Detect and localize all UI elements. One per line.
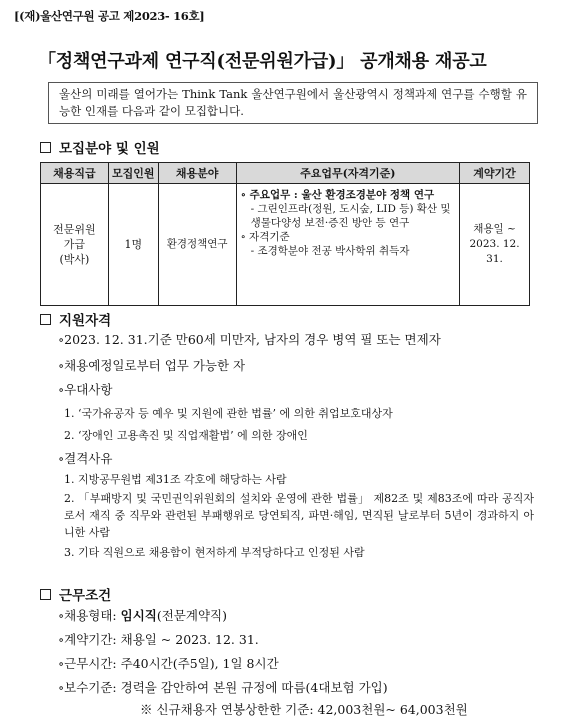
cond-hours: ∘근무시간: 주40시간(주5일), 1일 8시간 bbox=[58, 656, 279, 671]
col-header-count: 모집인원 bbox=[108, 163, 158, 184]
section-qualification bbox=[40, 309, 111, 329]
checkbox-square-icon bbox=[40, 314, 51, 325]
section-recruit-title: 모집분야 및 인원 bbox=[59, 141, 160, 157]
section-recruit bbox=[40, 137, 160, 157]
checkbox-square-icon bbox=[40, 589, 51, 600]
cell-period bbox=[460, 184, 530, 306]
qual-item-age: ∘2023. 12. 31.기준 만60세 미만자, 남자의 경우 병역 필 또는 면제자 bbox=[58, 332, 441, 347]
cell-duty bbox=[236, 184, 460, 306]
qual-pref-1: 1. ‘국가유공자 등 예우 및 지원에 관한 법률’ 에 의한 취업보호대상자 bbox=[64, 407, 393, 420]
cond-period: ∘계약기간: 채용일 ~ 2023. 12. 31. bbox=[58, 632, 259, 647]
table-header-row bbox=[41, 163, 530, 184]
qual-pref-head: ∘우대사항 bbox=[58, 382, 113, 397]
qual-disq-1: 1. 지방공무원법 제31조 각호에 해당하는 사람 bbox=[64, 473, 287, 486]
qual-item-available: ∘채용예정일로부터 업무 가능한 자 bbox=[58, 358, 246, 373]
cell-field: 환경정책연구 bbox=[158, 184, 236, 306]
col-header-duty: 주요업무(자격기준) bbox=[236, 163, 460, 184]
cond-type-strong: 임시직 bbox=[120, 608, 157, 623]
col-header-rank: 채용직급 bbox=[41, 163, 109, 184]
qual-pref-2: 2. ‘장애인 고용촉진 및 직업재활법’ 에 의한 장애인 bbox=[64, 429, 308, 442]
duty-sub: - 그린인프라(정원, 도시숲, LID 등) 확산 및 생물다양성 보전·증진 방안 등 연구 bbox=[250, 203, 451, 229]
cond-type-label: ∘채용형태: bbox=[58, 608, 121, 623]
rank-line-2: 가급 bbox=[63, 238, 86, 251]
period-line-2: 2023. 12. 31. bbox=[469, 238, 520, 265]
checkbox-square-icon bbox=[40, 142, 51, 153]
cond-pay-note: ※ 신규채용자 연봉상한한 기준: 42,003천원~ 64,003천원 bbox=[140, 702, 468, 717]
cond-type-rest: (전문계약직) bbox=[156, 608, 227, 623]
cond-type bbox=[58, 606, 227, 624]
qual-disq-head: ∘결격사유 bbox=[58, 451, 113, 466]
intro-box: 울산의 미래를 열어가는 Think Tank 울산연구원에서 울산광역시 정책과제 연구를 수행할 유능한 인재를 다음과 같이 모집합니다. bbox=[48, 82, 538, 124]
cond-pay: ∘보수기준: 경력을 감안하여 본원 규정에 따름(4대보험 가입) bbox=[58, 680, 388, 695]
qual-disq-2: 2. 「부패방지 및 국민권익위원회의 설치와 운영에 관한 법률」 제82조 및 제83조에 따라 공직자로서 재직 중 직무와 관련된 부패행위로 당연퇴직, 파면·해임, 면직된 날로부터 5년이 경과하지 아니한 사람 bbox=[64, 492, 534, 539]
cell-rank bbox=[41, 184, 109, 306]
qual-head: ∘ 자격기준 bbox=[240, 231, 290, 243]
rank-line-3: (박사) bbox=[59, 253, 90, 266]
period-line-1: 채용일 ~ bbox=[473, 223, 516, 235]
section-conditions bbox=[40, 584, 111, 604]
cell-count: 1명 bbox=[108, 184, 158, 306]
recruit-table bbox=[40, 162, 530, 306]
notice-number: [(재)울산연구원 공고 제2023- 16호] bbox=[14, 9, 205, 23]
duty-head: ∘ 주요업무 : 울산 환경조경분야 정책 연구 bbox=[240, 189, 435, 201]
col-header-period: 계약기간 bbox=[460, 163, 530, 184]
qual-disq-3: 3. 기타 직원으로 채용함이 현저하게 부적당하다고 인정된 사람 bbox=[64, 546, 365, 559]
section-qualification-title: 지원자격 bbox=[59, 313, 112, 329]
table-row bbox=[41, 184, 530, 306]
rank-line-1: 전문위원 bbox=[53, 223, 96, 236]
col-header-field: 채용분야 bbox=[158, 163, 236, 184]
page-title: 「정책연구과제 연구직(전문위원가급)」 공개채용 재공고 bbox=[38, 51, 487, 72]
qual-sub: - 조경학분야 전공 박사학위 취득자 bbox=[250, 245, 410, 257]
section-conditions-title: 근무조건 bbox=[59, 588, 112, 604]
